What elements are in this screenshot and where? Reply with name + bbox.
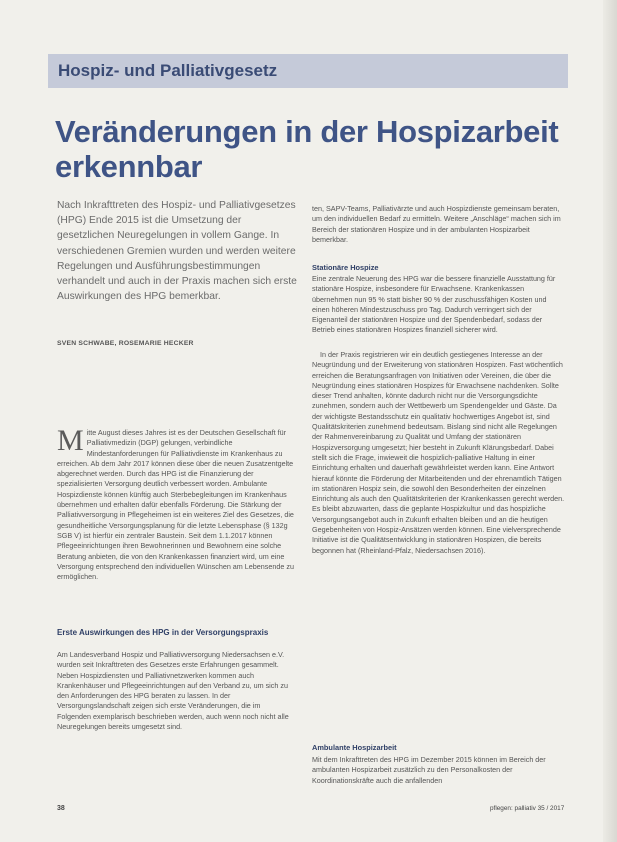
body-right-part-3: In der Praxis registrieren wir ein deutlich gestiegenes Interesse an der Neugründung und der Erweiterung von stationären Hospizen. Fast wöchentlich erreichen die Beratungsanfragen von Initiativen oder Vereinen, die über die Neugründung eines stationären Hospizes für Erwachsene nachdenken. Sollte dieser Trend anhalten, könnte dadurch nicht nur die Versorgungsdichte zunehmen, sondern auch der Wettbewerb um Spendengelder und Gäste. Da der wichtigste Bestandsschutz ein qualitativ hochwertiges Angebot ist, sind Qualitätskriterien zunehmend bedeutsam. Bislang sind nicht alle Regelungen der Rahmenvereinbarung zu Qualität und Umfang der stationären Hospizversorgung umgesetzt; hier besteht in Zukunft Klärungsbedarf. Dabei stellt sich die Frage, inwieweit die hospizlich-palliative Haltung in einer Einrichtung erhalten und dauerhaft gewährleistet werden kann. Eine Antwort hierauf könnte die Förderung der Mitarbeitenden und der ehrenamtlich Tätigen im stationären Hospiz sein, die sowohl den Besonderheiten der einzelnen Einrichtung als auch den Qualitätskriterien der Krankenkassen gerecht werden. Es bleibt abzuwarten, dass die geplante Hospizkultur und das hospizliche Versorgungsangebot auch in Zukunft erhalten bleiben und an die heutigen Gegebenheiten von Hospiz-Ansätzen werden können. Eine vielversprechende Initiative ist die Qualitätsentwicklung in stationären Hospizen, die bereits begonnen hat (Rheinland-Pfalz, Niedersachsen 2016). xyxy=(312,350,565,555)
article-title-line-1: Veränderungen in der Hospizarbeit xyxy=(55,114,559,149)
body-left-part-1 xyxy=(57,424,295,582)
body-right-part-1: ten, SAPV-Teams, Palliativärzte und auch Hospizdienste gemeinsam beraten, um den individuellen Bedarf zu ermitteln. Weitere „Anschläge“ machen sich im Bereich der stationären Hospize und in der ambulanten Hospizarbeit bemerkbar. xyxy=(312,204,561,244)
article-lead: Nach Inkrafttreten des Hospiz- und Palliativgesetzes (HPG) Ende 2015 ist die Umsetzung der gesetzlichen Neuregelungen in vollem Gange. In verschiedenen Gremien wurden und werden weitere Regelungen und Ausführungsbestimmungen verhandelt und auch in der Praxis machen sich erste Auswirkungen des HPG bemerkbar. xyxy=(57,200,297,303)
section-label: Hospiz- und Palliativgesetz xyxy=(58,61,278,80)
body-right-part-2: Eine zentrale Neuerung des HPG war die bessere finanzielle Ausstattung für stationäre Hospize, insbesondere für Erwachsene. Krankenkassen übernehmen nun 95 % statt bisher 90 % der zuschussfähigen Kosten und einen höheren Mindestzuschuss pro Tag. Dadurch verringert sich der Eigenanteil der stationären Hospize und der Spendenbedarf, sodass der Betrieb eines stationären Hospizes finanziell sicherer wird. xyxy=(312,274,556,335)
body-left-part-2: Am Landesverband Hospiz und Palliativversorgung Niedersachsen e.V. wurden seit Inkrafttreten des Gesetzes erste Erfahrungen gesammelt. Neben Hospizdiensten und Palliativnetzwerken kommen auch Krankenhäuser und Pflegeeinrichtungen auf den Verband zu, um sich zu den Anforderungen des HPG beraten zu lassen. In der Versorgungslandschaft zeigen sich erste Veränderungen, die im Folgenden exemplarisch beschrieben werden, auch wenn noch nicht alle Neuregelungen bereits umgesetzt sind. xyxy=(57,650,289,732)
page-spine-shadow xyxy=(603,0,617,842)
body-left-text-1: itte August dieses Jahres ist es der Deutschen Gesellschaft für Palliativmedizin (DGP) gelungen, verbindliche Mindestanforderungen für Palliativdienste im Krankenhaus zu erreichen. Ab dem Jahr 2017 können diese über die neuen Zusatzentgelte abgerechnet werden. Durch das HPG ist die Finanzierung der spezialisierten Versorgung deutlich verbessert worden. Ambulante Hospizdienste können künftig auch Sterbebegleitungen im Krankenhaus übernehmen und erhalten dafür ebenfalls Förderung. Die Stärkung der Palliativversorgung in Pflegeheimen ist ein weiteres Ziel des Gesetzes, die gesundheitliche Versorgungsplanung für die letzte Lebensphase (§ 132g SGB V) ist hierfür ein zentraler Baustein. Seit dem 1.1.2017 können Pflegeeinrichtungen ihren Bewohnerinnen und Bewohnern eine solche Beratung anbieten, die von den Krankenkassen finanziert wird, um eine Versorgung entsprechend den individuellen Wünschen am Lebensende zu ermöglichen. xyxy=(57,428,294,582)
page-number: 38 xyxy=(57,805,65,812)
drop-cap: M xyxy=(57,424,84,457)
heading-stationaere-hospize: Stationäre Hospize xyxy=(312,263,379,272)
heading-erste-auswirkungen: Erste Auswirkungen des HPG in der Versorgungspraxis xyxy=(57,628,269,637)
body-right-part-4: Mit dem Inkrafttreten des HPG im Dezember 2015 können im Bereich der ambulanten Hospizarbeit zusätzlich zu den Personalkosten der Koordinationskräfte auch die anfallenden xyxy=(312,755,546,785)
article-title xyxy=(55,114,575,184)
heading-ambulante-hospizarbeit: Ambulante Hospizarbeit xyxy=(312,743,397,752)
section-header-bar xyxy=(48,54,568,88)
journal-footer: pflegen: palliativ 35 / 2017 xyxy=(490,805,565,812)
article-title-line-2: erkennbar xyxy=(55,149,203,184)
article-authors: SVEN SCHWABE, ROSEMARIE HECKER xyxy=(57,340,194,347)
